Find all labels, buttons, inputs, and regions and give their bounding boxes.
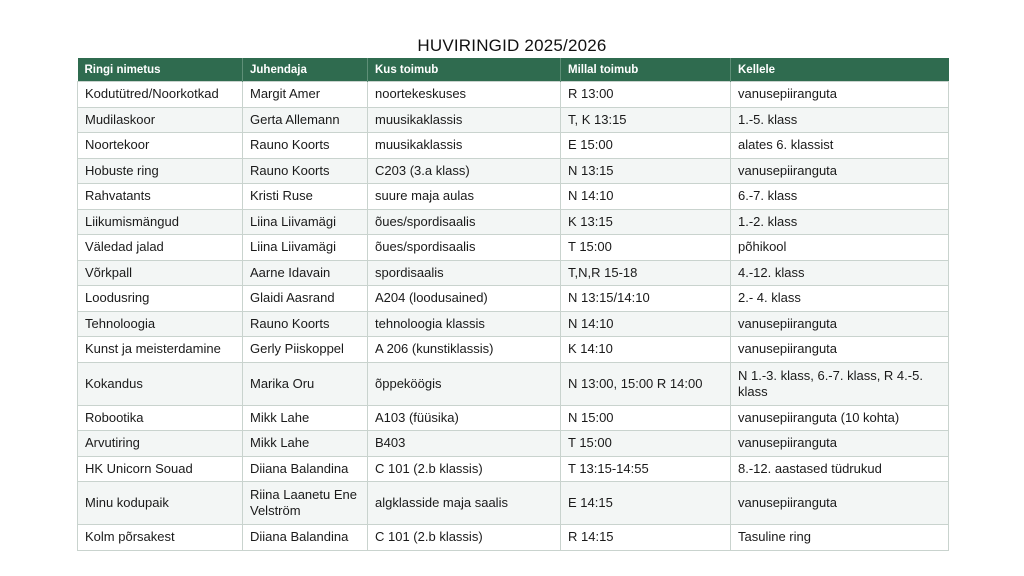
cell-kus-toimub: algklasside maja saalis (368, 482, 561, 525)
cell-millal-toimub: N 13:00, 15:00 R 14:00 (561, 362, 731, 405)
table-row (78, 286, 949, 312)
cell-ringi-nimetus: Minu kodupaik (78, 482, 243, 525)
cell-millal-toimub: E 14:15 (561, 482, 731, 525)
cell-kellele: vanusepiiranguta (731, 431, 949, 457)
cell-millal-toimub: T,N,R 15-18 (561, 260, 731, 286)
cell-millal-toimub: K 14:10 (561, 337, 731, 363)
cell-juhendaja: Mikk Lahe (243, 405, 368, 431)
cell-kellele: 8.-12. aastased tüdrukud (731, 456, 949, 482)
column-header-kus-toimub: Kus toimub (368, 58, 561, 82)
table-row (78, 431, 949, 457)
cell-kellele: vanusepiiranguta (10 kohta) (731, 405, 949, 431)
cell-ringi-nimetus: Väledad jalad (78, 235, 243, 261)
column-header-ringi-nimetus: Ringi nimetus (78, 58, 243, 82)
cell-ringi-nimetus: Kodutütred/Noorkotkad (78, 82, 243, 108)
cell-ringi-nimetus: Arvutiring (78, 431, 243, 457)
table-row (78, 482, 949, 525)
table-row (78, 82, 949, 108)
cell-kellele: vanusepiiranguta (731, 482, 949, 525)
cell-kus-toimub: A204 (loodusained) (368, 286, 561, 312)
cell-ringi-nimetus: Noortekoor (78, 133, 243, 159)
table-row (78, 133, 949, 159)
cell-kus-toimub: õues/spordisaalis (368, 235, 561, 261)
cell-millal-toimub: T, K 13:15 (561, 107, 731, 133)
cell-juhendaja: Liina Liivamägi (243, 235, 368, 261)
table-body (78, 82, 949, 551)
cell-kus-toimub: õues/spordisaalis (368, 209, 561, 235)
page-title: HUVIRINGID 2025/2026 (417, 36, 607, 55)
cell-juhendaja: Marika Oru (243, 362, 368, 405)
cell-kus-toimub: muusikaklassis (368, 107, 561, 133)
cell-ringi-nimetus: Robootika (78, 405, 243, 431)
cell-juhendaja: Mikk Lahe (243, 431, 368, 457)
cell-kus-toimub: A 206 (kunstiklassis) (368, 337, 561, 363)
cell-kus-toimub: suure maja aulas (368, 184, 561, 210)
cell-kellele: Tasuline ring (731, 525, 949, 551)
cell-millal-toimub: K 13:15 (561, 209, 731, 235)
cell-ringi-nimetus: Kolm põrsakest (78, 525, 243, 551)
cell-kellele: alates 6. klassist (731, 133, 949, 159)
table-row (78, 260, 949, 286)
table-row (78, 158, 949, 184)
cell-kellele: 1.-5. klass (731, 107, 949, 133)
cell-kellele: 2.- 4. klass (731, 286, 949, 312)
cell-kellele: 1.-2. klass (731, 209, 949, 235)
cell-ringi-nimetus: Mudilaskoor (78, 107, 243, 133)
cell-juhendaja: Margit Amer (243, 82, 368, 108)
cell-millal-toimub: T 15:00 (561, 235, 731, 261)
cell-kus-toimub: tehnoloogia klassis (368, 311, 561, 337)
table-row (78, 235, 949, 261)
cell-juhendaja: Gerta Allemann (243, 107, 368, 133)
cell-millal-toimub: N 13:15 (561, 158, 731, 184)
cell-juhendaja: Kristi Ruse (243, 184, 368, 210)
cell-kus-toimub: B403 (368, 431, 561, 457)
cell-millal-toimub: T 15:00 (561, 431, 731, 457)
cell-kus-toimub: C203 (3.a klass) (368, 158, 561, 184)
header-row (78, 58, 949, 82)
cell-millal-toimub: N 13:15/14:10 (561, 286, 731, 312)
cell-millal-toimub: T 13:15-14:55 (561, 456, 731, 482)
table-row (78, 107, 949, 133)
cell-kellele: N 1.-3. klass, 6.-7. klass, R 4.-5. klass (731, 362, 949, 405)
cell-kus-toimub: C 101 (2.b klassis) (368, 456, 561, 482)
column-header-juhendaja: Juhendaja (243, 58, 368, 82)
table-row (78, 184, 949, 210)
cell-juhendaja: Diiana Balandina (243, 525, 368, 551)
cell-kus-toimub: noortekeskuses (368, 82, 561, 108)
cell-millal-toimub: E 15:00 (561, 133, 731, 159)
cell-ringi-nimetus: Loodusring (78, 286, 243, 312)
cell-juhendaja: Aarne Idavain (243, 260, 368, 286)
table-row (78, 405, 949, 431)
cell-millal-toimub: R 13:00 (561, 82, 731, 108)
cell-juhendaja: Riina Laanetu Ene Velström (243, 482, 368, 525)
cell-kus-toimub: muusikaklassis (368, 133, 561, 159)
cell-ringi-nimetus: HK Unicorn Souad (78, 456, 243, 482)
cell-juhendaja: Diiana Balandina (243, 456, 368, 482)
cell-ringi-nimetus: Võrkpall (78, 260, 243, 286)
column-header-kellele: Kellele (731, 58, 949, 82)
cell-ringi-nimetus: Kunst ja meisterdamine (78, 337, 243, 363)
cell-juhendaja: Rauno Koorts (243, 133, 368, 159)
cell-juhendaja: Rauno Koorts (243, 158, 368, 184)
table-row (78, 337, 949, 363)
cell-kellele: vanusepiiranguta (731, 337, 949, 363)
table-row (78, 362, 949, 405)
hobby-groups-table (77, 58, 949, 551)
cell-kus-toimub: C 101 (2.b klassis) (368, 525, 561, 551)
cell-kus-toimub: A103 (füüsika) (368, 405, 561, 431)
cell-ringi-nimetus: Kokandus (78, 362, 243, 405)
cell-ringi-nimetus: Hobuste ring (78, 158, 243, 184)
cell-kellele: 4.-12. klass (731, 260, 949, 286)
cell-millal-toimub: N 14:10 (561, 311, 731, 337)
table-header (78, 58, 949, 82)
table-row (78, 525, 949, 551)
column-header-millal-toimub: Millal toimub (561, 58, 731, 82)
cell-ringi-nimetus: Liikumismängud (78, 209, 243, 235)
table-row (78, 456, 949, 482)
cell-millal-toimub: N 15:00 (561, 405, 731, 431)
cell-kus-toimub: õppeköögis (368, 362, 561, 405)
cell-kellele: vanusepiiranguta (731, 158, 949, 184)
cell-kellele: 6.-7. klass (731, 184, 949, 210)
cell-juhendaja: Gerly Piiskoppel (243, 337, 368, 363)
cell-kellele: vanusepiiranguta (731, 311, 949, 337)
cell-juhendaja: Rauno Koorts (243, 311, 368, 337)
cell-ringi-nimetus: Tehnoloogia (78, 311, 243, 337)
cell-kus-toimub: spordisaalis (368, 260, 561, 286)
table-row (78, 311, 949, 337)
cell-kellele: põhikool (731, 235, 949, 261)
cell-ringi-nimetus: Rahvatants (78, 184, 243, 210)
cell-millal-toimub: N 14:10 (561, 184, 731, 210)
cell-millal-toimub: R 14:15 (561, 525, 731, 551)
table-row (78, 209, 949, 235)
cell-kellele: vanusepiiranguta (731, 82, 949, 108)
cell-juhendaja: Liina Liivamägi (243, 209, 368, 235)
cell-juhendaja: Glaidi Aasrand (243, 286, 368, 312)
